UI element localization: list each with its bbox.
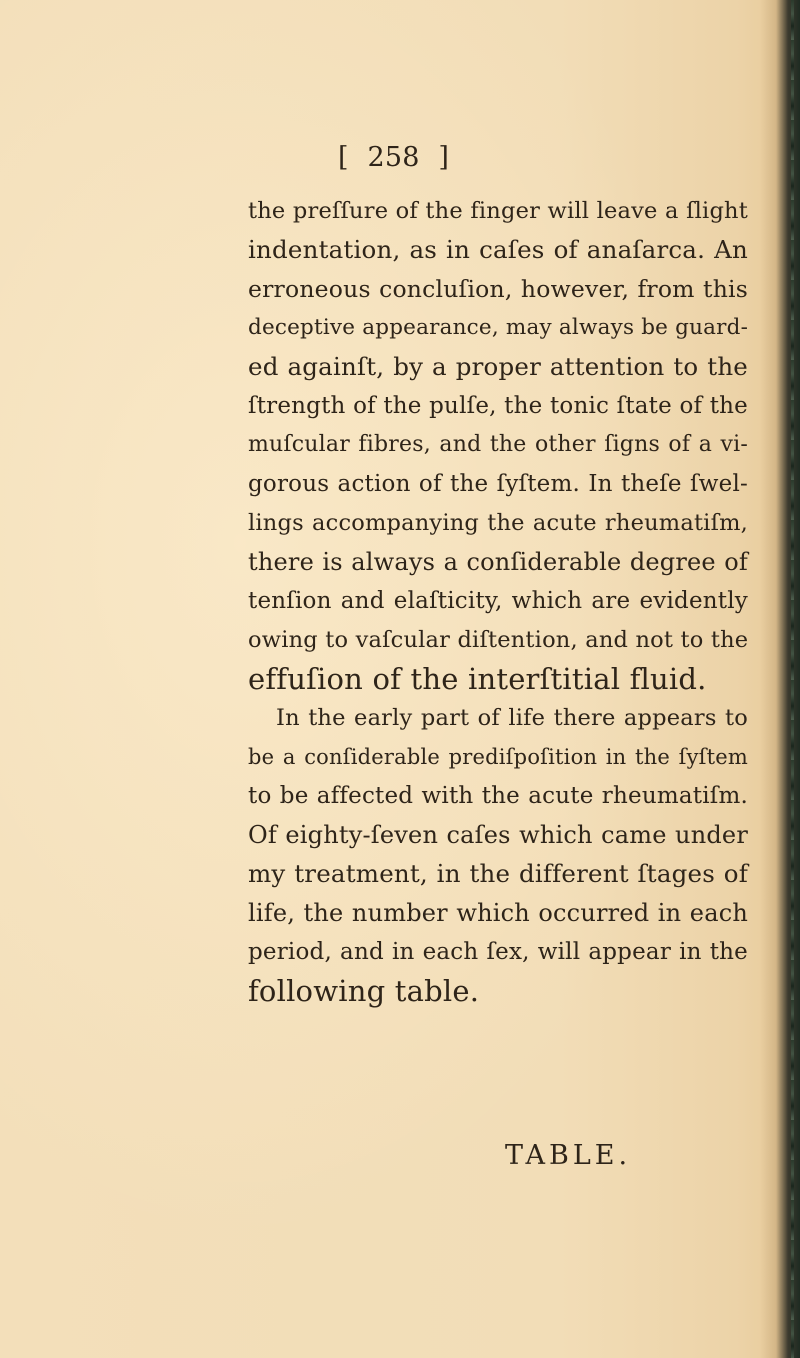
text-line: In the early part of life there appears to xyxy=(276,705,748,731)
text-line: period, and in each ſex, will appear in the xyxy=(248,939,748,965)
page-gutter xyxy=(760,0,800,1358)
text-line: to be affected with the acute rheumatiſm. xyxy=(248,783,748,809)
binding-edge xyxy=(791,0,794,1358)
text-line: ſtrength of the pulſe, the tonic ſtate of the xyxy=(248,393,748,419)
text-line: tenſion and elaſticity, which are evidently xyxy=(248,588,748,614)
text-line: there is always a conſiderable degree of xyxy=(248,548,748,576)
text-line: Of eighty-ſeven caſes which came under xyxy=(248,821,748,849)
text-line: deceptive appearance, may always be guard- xyxy=(248,315,749,340)
text-line: the preſſure of the finger will leave a ſlight xyxy=(248,198,748,224)
text-line: gorous action of the ſyſtem. In theſe ſwel- xyxy=(248,471,748,497)
text-line: erroneous concluſion, however, from this xyxy=(248,275,748,303)
text-line: lings accompanying the acute rheumatiſm, xyxy=(248,510,748,536)
text-line: be a conſiderable prediſpoſition in the ſyſtem xyxy=(248,745,748,769)
text-line: my treatment, in the different ſtages of xyxy=(248,859,748,888)
text-line: indentation, as in caſes of anaſarca. An xyxy=(248,235,748,264)
text-line: life, the number which occurred in each xyxy=(248,899,748,927)
text-line: ed againſt, by a proper attention to the xyxy=(248,352,748,381)
text-line: effuſion of the interſtitial fluid. xyxy=(248,662,707,696)
text-line: owing to vaſcular diſtention, and not to the xyxy=(248,627,749,653)
text-line: muſcular fibres, and the other ſigns of a vi- xyxy=(248,432,748,457)
catchword: TABLE. xyxy=(505,1140,632,1171)
page-number-header: [ 258 ] xyxy=(338,142,450,173)
text-line: following table. xyxy=(248,974,480,1008)
